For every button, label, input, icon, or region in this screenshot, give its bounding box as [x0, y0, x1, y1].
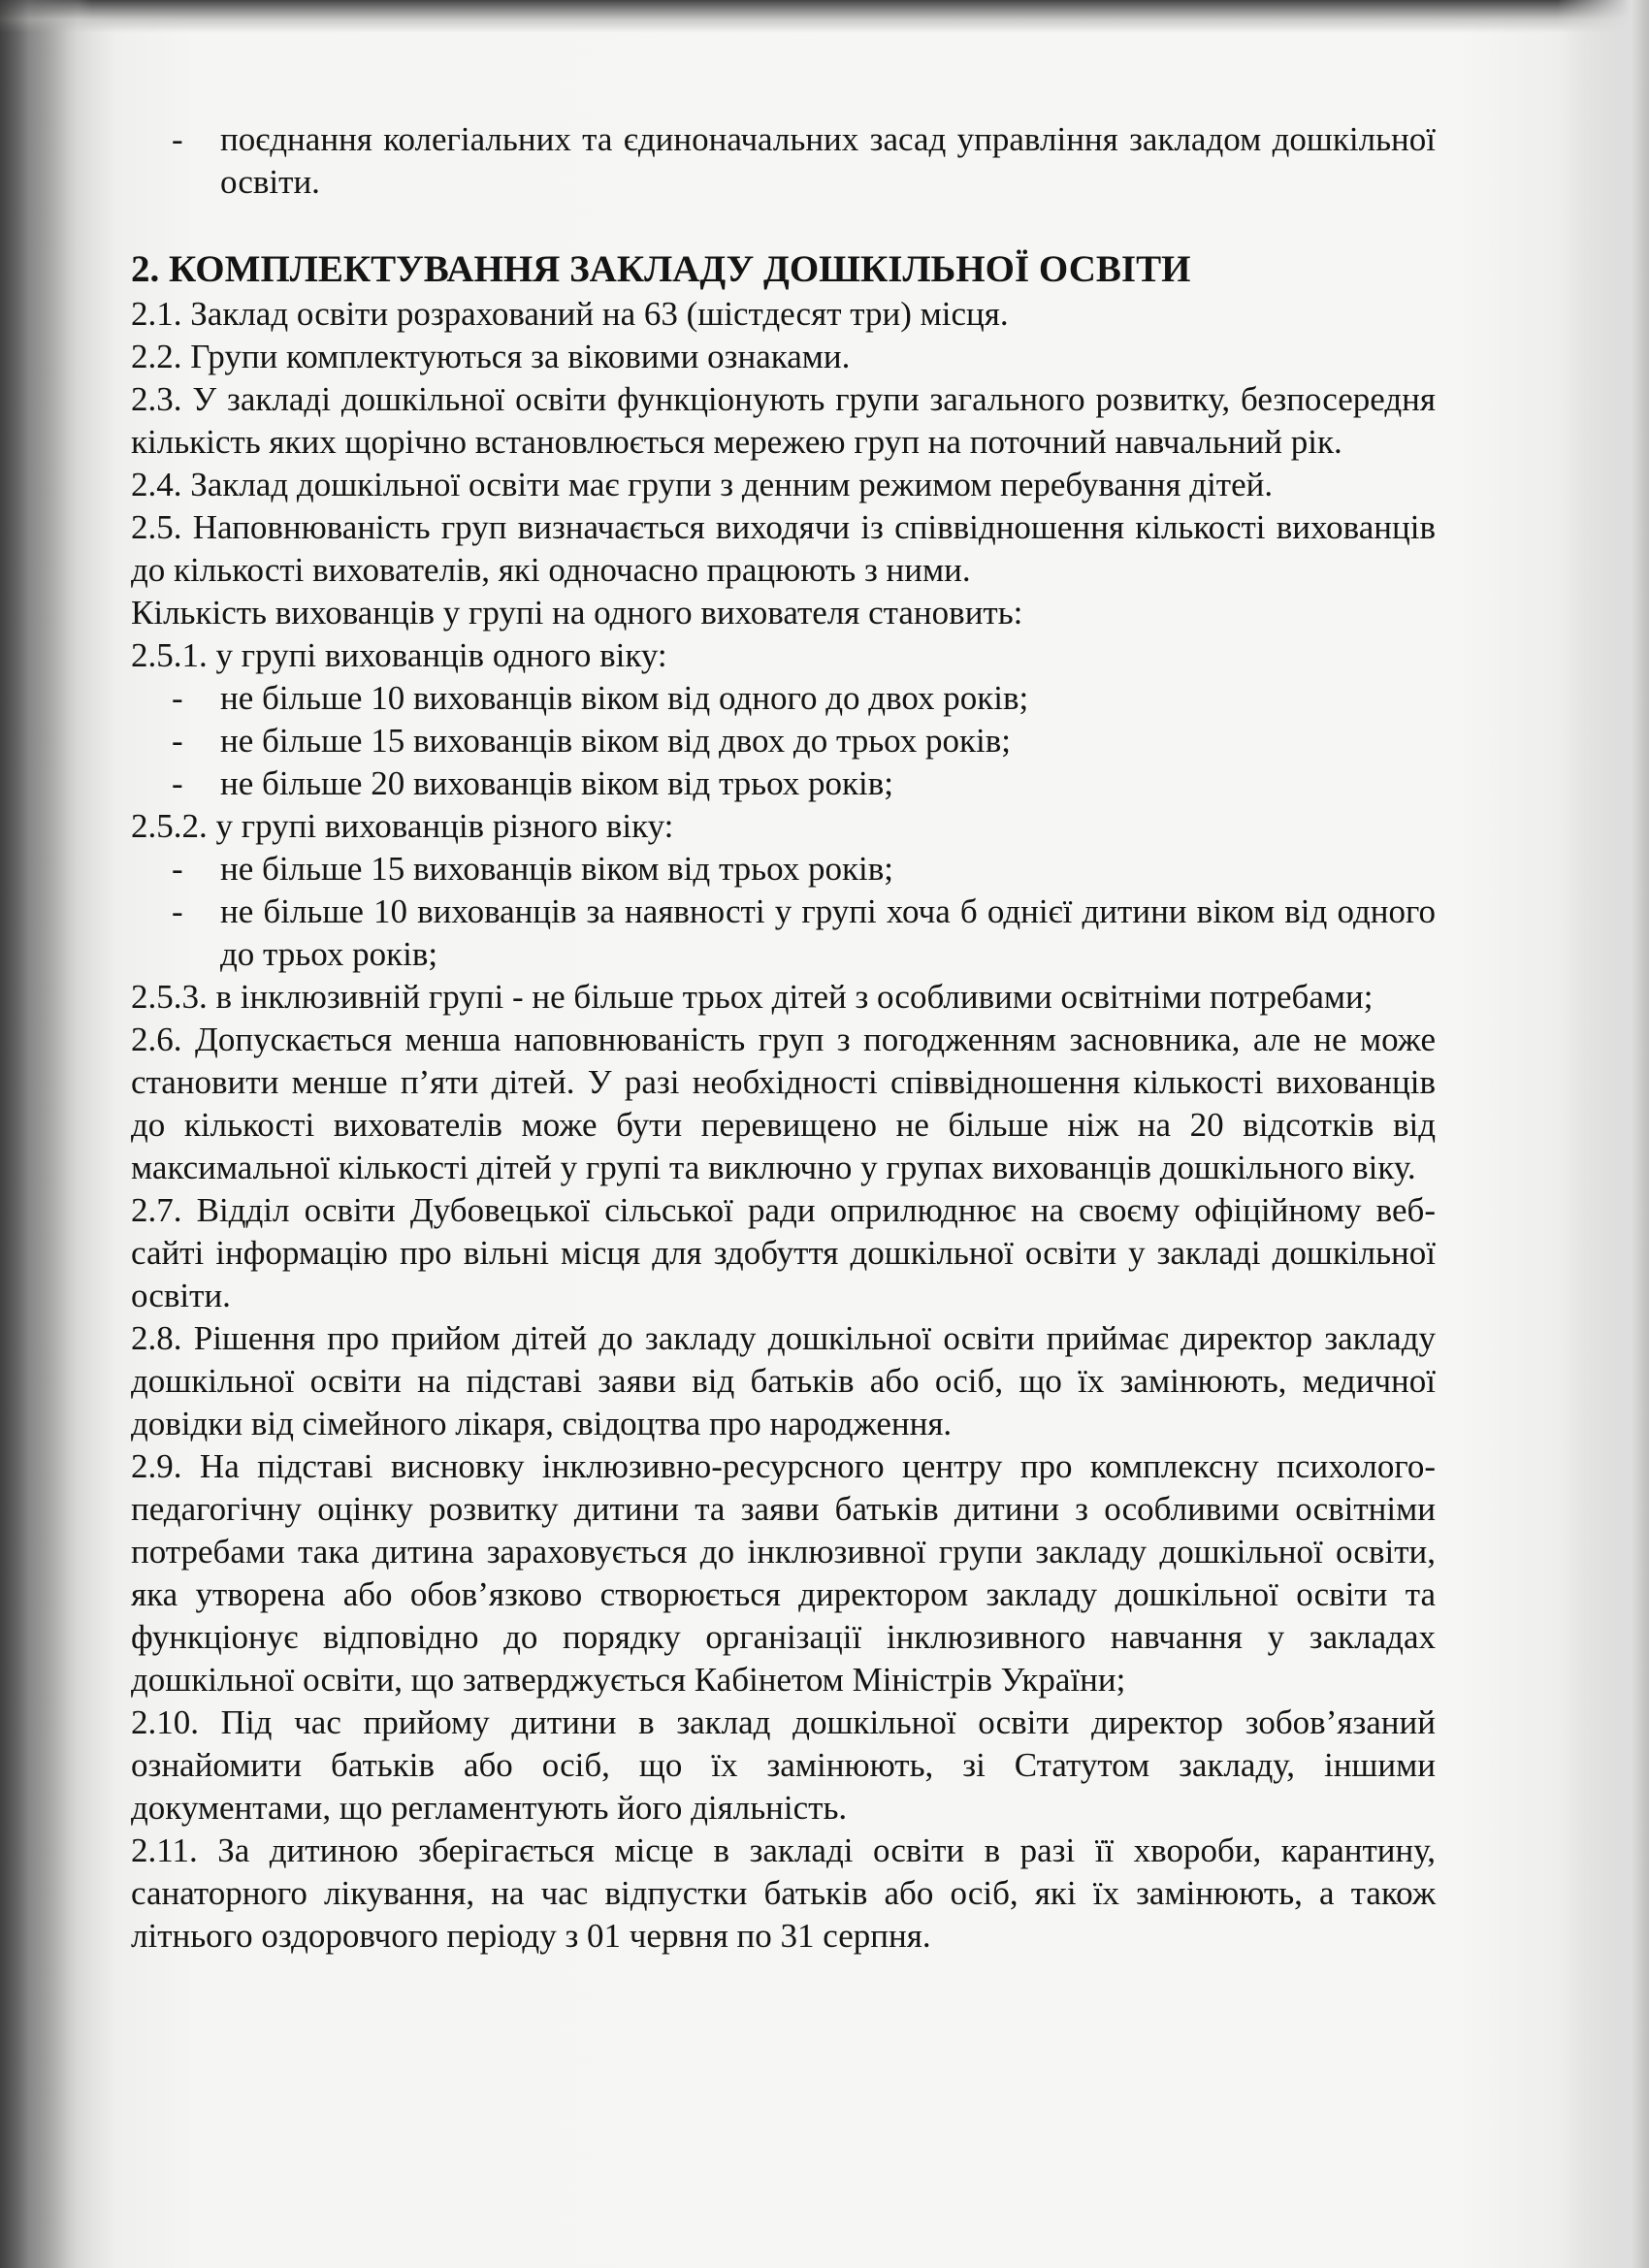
list-item [131, 677, 1436, 720]
document-body [131, 118, 1436, 1958]
bullet-text: не більше 20 вихованців віком від трьох років; [220, 764, 894, 802]
paragraph-2-5-2: 2.5.2. у групі вихованців різного віку: [131, 807, 674, 845]
paragraph-2-8: 2.8. Рішення про прийом дітей до закладу дошкільної освіти приймає директор закладу дошкільної освіти на підставі заяви від батьків або осіб, що їх замінюють, медичної довідки від сімейного лікаря, свідоцтва про народження. [131, 1319, 1436, 1442]
bullet-text: не більше 10 вихованців віком від одного до двох років; [220, 679, 1029, 717]
list-item [131, 720, 1436, 762]
paragraph-2-2: 2.2. Групи комплектуються за віковими ознаками. [131, 338, 851, 375]
bullet-marker: - [172, 850, 183, 888]
scan-top-shadow [0, 0, 1649, 33]
bullet-marker: - [172, 679, 183, 717]
scan-right-edge-shadow [1557, 0, 1649, 2268]
paragraph-2-5-1: 2.5.1. у групі вихованців одного віку: [131, 636, 667, 674]
paragraph-2-10: 2.10. Під час прийому дитини в заклад дошкільної освіти директор зобов’язаний ознайомити батьків або осіб, що їх замінюють, зі Статутом закладу, іншими документами, що регламентують його діяльність. [131, 1703, 1436, 1827]
paragraph-2-11: 2.11. За дитиною зберігається місце в закладі освіти в разі її хвороби, карантину, санаторного лікування, на час відпустки батьків або осіб, які їх замінюють, а також літнього оздоровчого періоду з 01 червня по 31 серпня. [131, 1831, 1436, 1955]
bullet-text: поєднання колегіальних та єдиноначальних засад управління закладом дошкільної освіти. [220, 120, 1436, 201]
bullet-marker: - [172, 120, 183, 158]
bullet-marker: - [172, 764, 183, 802]
bullet-text: не більше 10 вихованців за наявності у групі хоча б однієї дитини віком від одного до трьох років; [220, 892, 1436, 973]
paragraph-2-6: 2.6. Допускається менша наповнюваність груп з погодженням засновника, але не може становити менше п’яти дітей. У разі необхідності співвідношення кількості вихованців до кількості вихователів може бути перевищено не більше ніж на 20 відсотків від максимальної кількості дітей у групі та виключно у групах вихованців дошкільного віку. [131, 1021, 1436, 1186]
list-item [131, 762, 1436, 805]
paragraph-2-7: 2.7. Відділ освіти Дубовецької сільської ради оприлюднює на своєму офіційному веб-сайті інформацію про вільні місця для здобуття дошкільної освіти у закладі дошкільної освіти. [131, 1191, 1436, 1314]
paragraph-2-9: 2.9. На підставі висновку інклюзивно-ресурсного центру про комплексну психолого-педагогічну оцінку розвитку дитини та заяви батьків дитини з особливими освітніми потребами така дитина зараховується до інклюзивної групи закладу дошкільної освіти, яка утворена або обов’язково створюється директором закладу дошкільної освіти та функціонує відповідно до порядку організації інклюзивного навчання у закладах дошкільної освіти, що затверджується Кабінетом Міністрів України; [131, 1447, 1436, 1699]
list-item [131, 891, 1436, 976]
paragraph-2-1: 2.1. Заклад освіти розрахований на 63 (шістдесят три) місця. [131, 295, 1009, 333]
paragraph-2-5: 2.5. Наповнюваність груп визначається виходячи із співвідношення кількості вихованців до кількості вихователів, які одночасно працюють з ними. [131, 508, 1436, 589]
paragraph-2-4: 2.4. Заклад дошкільної освіти має групи з денним режимом перебування дітей. [131, 466, 1274, 503]
list-item [131, 848, 1436, 891]
bullet-marker: - [172, 722, 183, 760]
paragraph-2-3: 2.3. У закладі дошкільної освіти функціонують групи загального розвитку, безпосередня кількість яких щорічно встановлюється мережею груп на поточний навчальний рік. [131, 380, 1436, 461]
bullet-text: не більше 15 вихованців віком від двох до трьох років; [220, 722, 1012, 760]
spacer [131, 204, 1436, 246]
bullet-text: не більше 15 вихованців віком від трьох років; [220, 850, 894, 888]
paragraph-2-5-3: 2.5.3. в інклюзивній групі - не більше трьох дітей з особливими освітніми потребами; [131, 978, 1374, 1016]
paragraph-2-5-note: Кількість вихованців у групі на одного вихователя становить: [131, 594, 1023, 632]
lead-bullet-item [131, 118, 1436, 204]
section-heading: 2. КОМПЛЕКТУВАННЯ ЗАКЛАДУ ДОШКІЛЬНОЇ ОСВІТИ [131, 248, 1191, 290]
bullet-marker: - [172, 892, 183, 930]
scan-left-binding-shadow [0, 0, 92, 2268]
